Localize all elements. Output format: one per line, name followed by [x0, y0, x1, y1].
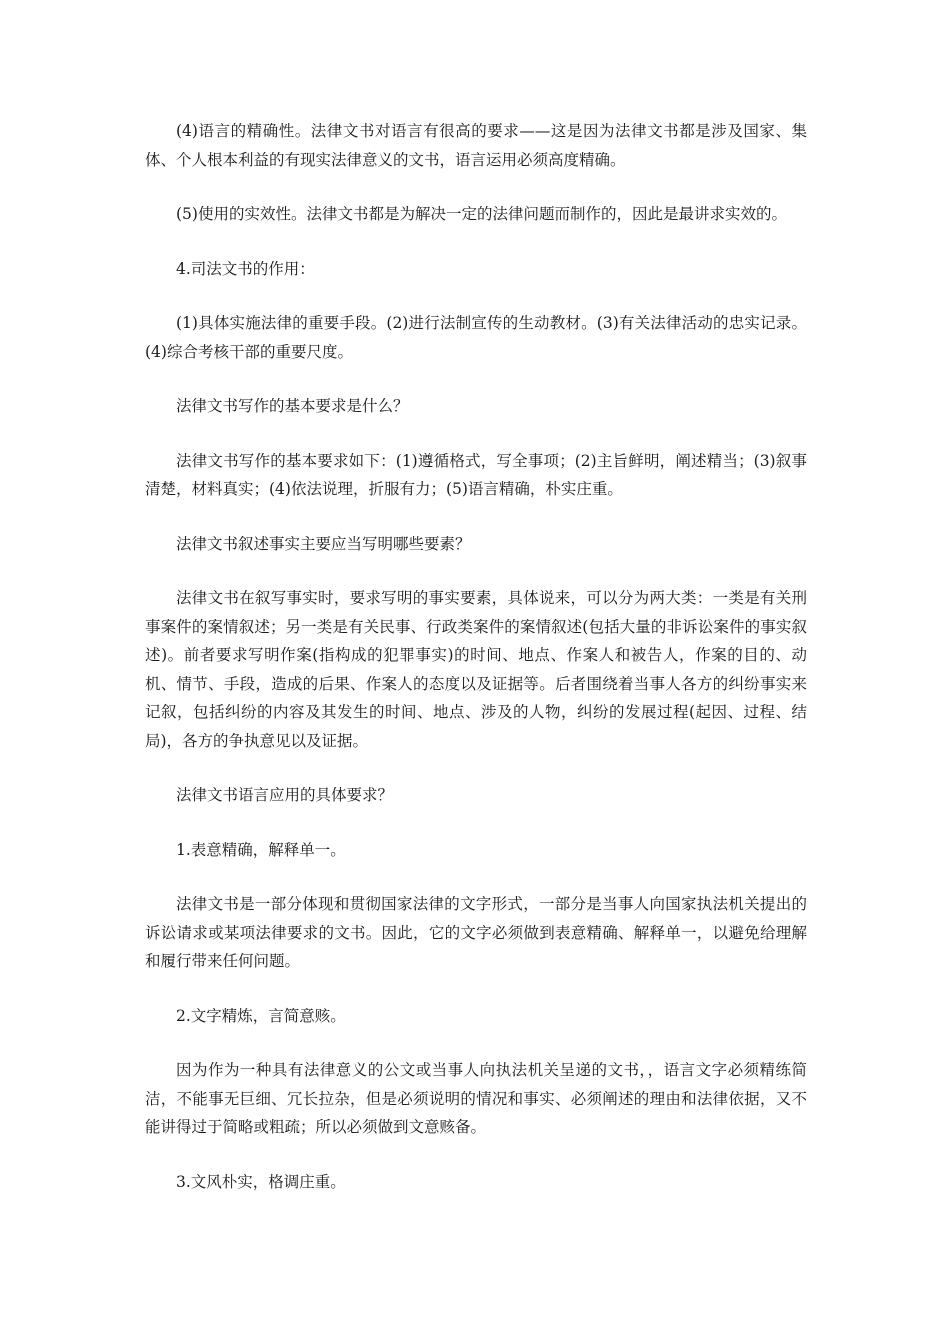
paragraph-fact-elements: 法律文书在叙写事实时，要求写明的事实要素，具体说来，可以分为两大类：一类是有关刑事案件的案情叙述；另一类是有关民事、行政类案件的案情叙述(包括大量的非诉讼案件的事实叙述)。前者要求写明作案(指构成的犯罪事实)的时间、地点、作案人和被告人，作案的目的、动机、情节、手段，造成的后果、作案人的态度以及证据等。后者围绕着当事人各方的纠纷事实来记叙，包括纠纷的内容及其发生的时间、地点、涉及的人物，纠纷的发展过程(起因、过程、结局)，各方的争执意见以及证据。 [145, 589, 807, 750]
question-fact-elements: 法律文书叙述事实主要应当写明哪些要素？ [176, 534, 471, 553]
question-language-requirements: 法律文书语言应用的具体要求？ [176, 786, 394, 804]
heading-judicial-document-role: 4.司法文书的作用： [176, 259, 315, 278]
heading-requirement-2: 2.文字精炼，言简意赅。 [176, 1006, 346, 1025]
heading-requirement-1: 1.表意精确，解释单一。 [176, 840, 346, 859]
paragraph-basic-requirements: 法律文书写作的基本要求如下：(1)遵循格式，写全事项；(2)主旨鲜明，阐述精当；(3)叙事清楚，材料真实；(4)依法说理，折服有力；(5)语言精确，朴实庄重。 [145, 451, 807, 498]
document-body [145, 117, 807, 1222]
paragraph-practical-effect: (5)使用的实效性。法律文书都是为解决一定的法律问题而制作的，因此是最讲求实效的。 [176, 205, 787, 223]
heading-requirement-3: 3.文风朴实，格调庄重。 [176, 1172, 346, 1191]
question-basic-requirements: 法律文书写作的基本要求是什么？ [176, 397, 409, 415]
paragraph-requirement-2: 因为作为一种具有法律意义的公文或当事人向执法机关呈递的文书，，语言文字必须精练简洁，不能事无巨细、冗长拉杂，但是必须说明的情况和事实、必须阐述的理由和法律依据，又不能讲得过于简略或粗疏；所以必须做到文意赅备。 [145, 1061, 807, 1136]
paragraph-language-precision: (4)语言的精确性。法律文书对语言有很高的要求——这是因为法律文书都是涉及国家、集体、个人根本利益的有现实法律意义的文书，语言运用必须高度精确。 [145, 122, 807, 169]
paragraph-roles-list: (1)具体实施法律的重要手段。(2)进行法制宣传的生动教材。(3)有关法律活动的忠实记录。(4)综合考核干部的重要尺度。 [145, 314, 807, 361]
paragraph-requirement-1: 法律文书是一部分体现和贯彻国家法律的文字形式，一部分是当事人向国家执法机关提出的诉讼请求或某项法律要求的文书。因此，它的文字必须做到表意精确、解释单一，以避免给理解和履行带来任何问题。 [145, 895, 807, 970]
